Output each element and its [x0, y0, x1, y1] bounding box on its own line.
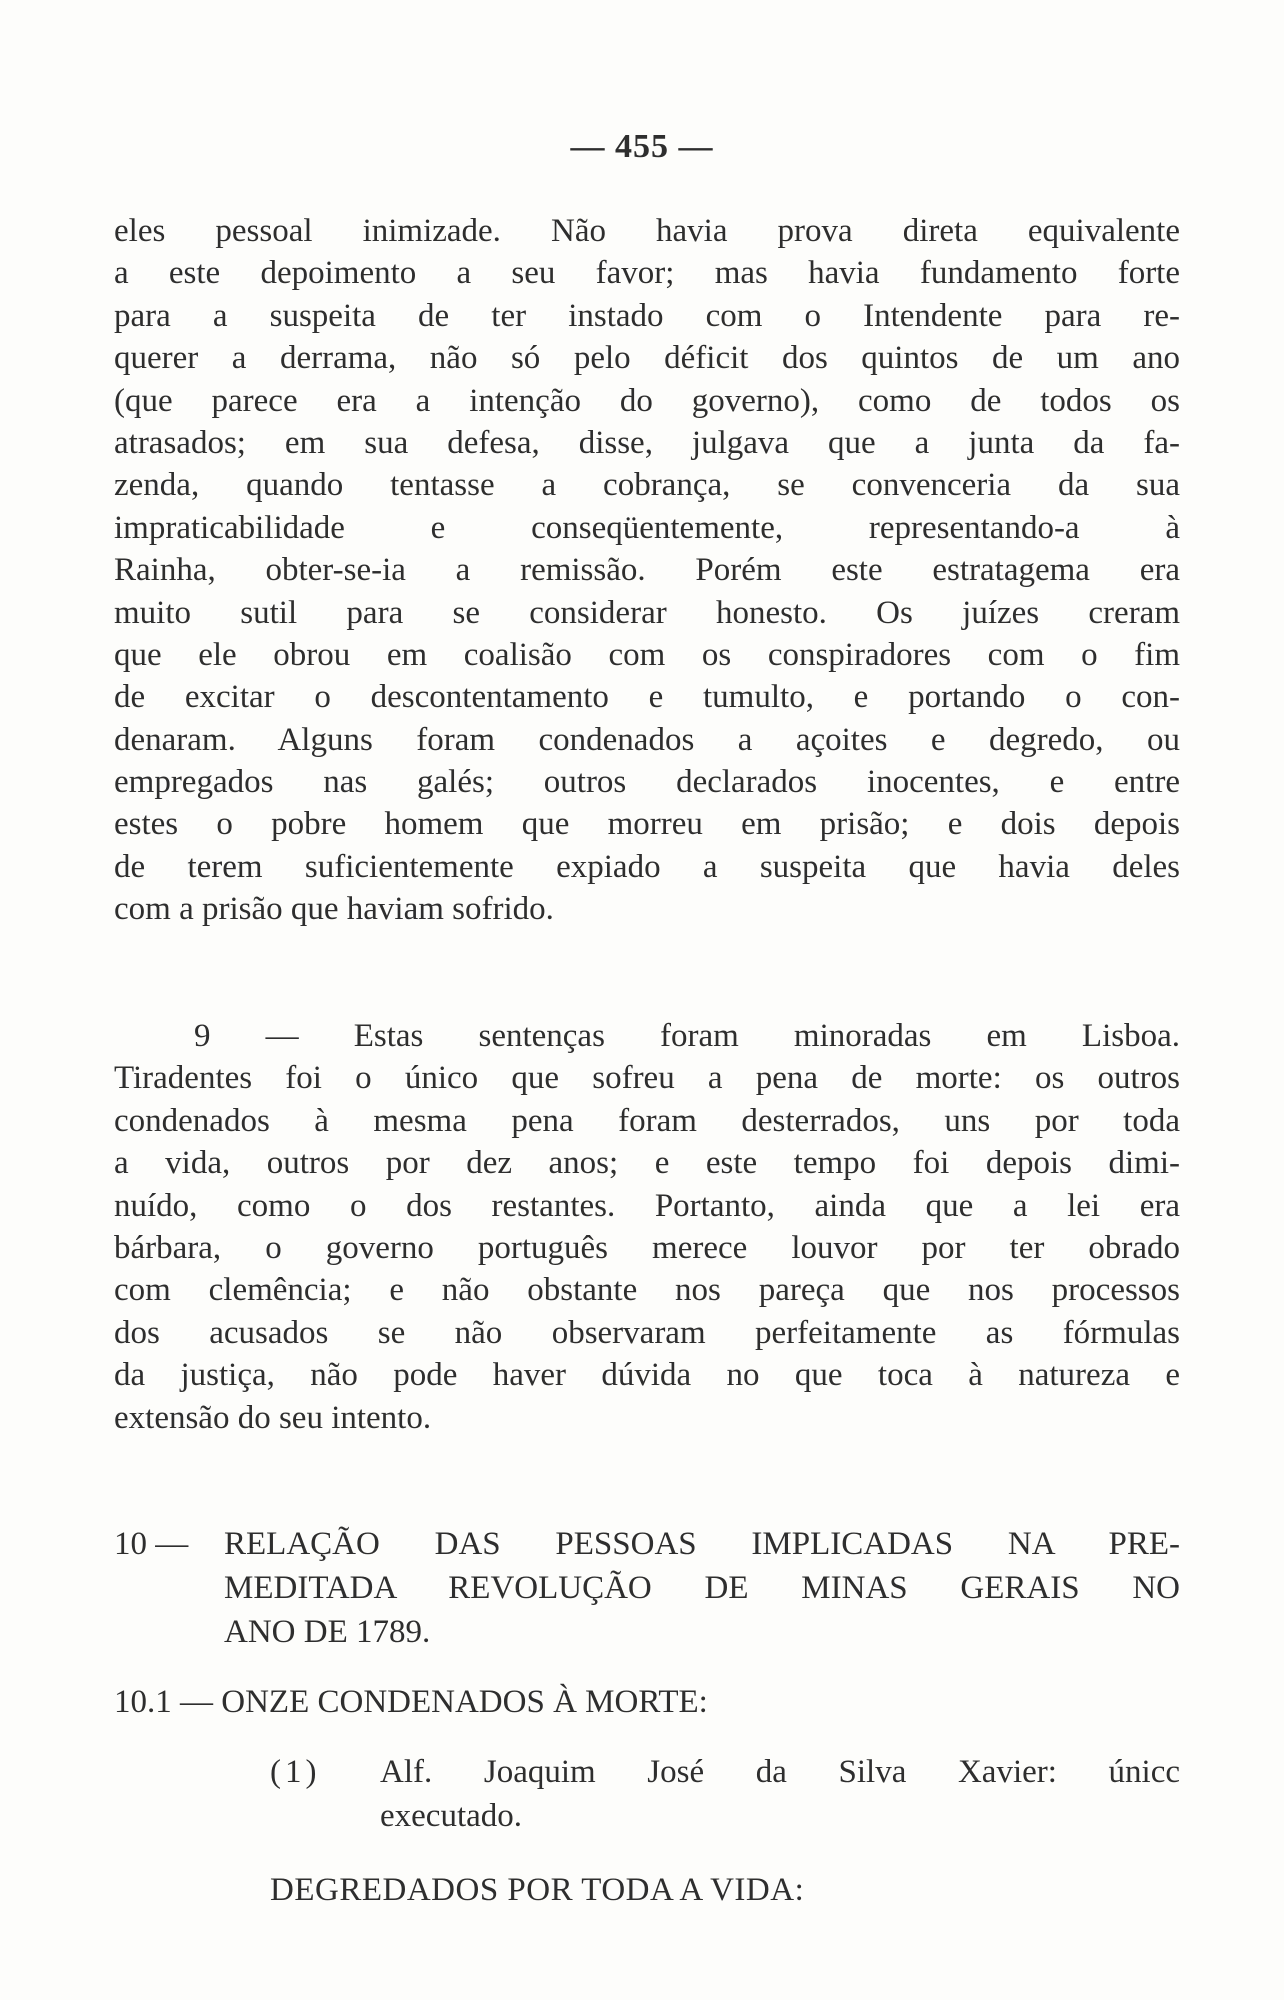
text-line: com clemência; e não obstante nos pareça que nos processos: [114, 1272, 1180, 1309]
text-line: da justiça, não pode haver dúvida no que toca à natureza e: [114, 1357, 1180, 1394]
text-line: impraticabilidade e conseqüentemente, representando-a à: [114, 509, 1180, 546]
title-line: ANO DE 1789.: [224, 1614, 431, 1650]
list-item-marker: (1): [270, 1754, 321, 1790]
text-line: de terem suficientemente expiado a suspeita que havia deles: [114, 848, 1180, 885]
text-line: de excitar o descontentamento e tumulto, e portando o con-: [114, 679, 1180, 716]
text-line: condenados à mesma pena foram desterrados, uns por toda: [114, 1102, 1180, 1139]
text-line: zenda, quando tentasse a cobrança, se convenceria da sua: [114, 467, 1180, 504]
text-line: Tiradentes foi o único que sofreu a pena de morte: os outros: [114, 1060, 1180, 1097]
text-line: extensão do seu intento.: [114, 1399, 432, 1436]
paragraph-9: [114, 1015, 1180, 1439]
list-item-text: [380, 1750, 1180, 1838]
title-line: MEDITADA REVOLUÇÃO DE MINAS GERAIS NO: [224, 1570, 1180, 1606]
text-line: Rainha, obter-se-ia a remissão. Porém este estratagema era: [114, 552, 1180, 589]
text-line: que ele obrou em coalisão com os conspiradores com o fim: [114, 636, 1180, 673]
paragraph-continuation: [114, 210, 1180, 931]
text-line: Alf. Joaquim José da Silva Xavier: únicc: [380, 1754, 1180, 1790]
text-line: 9 — Estas sentenças foram minoradas em Lisboa.: [194, 1018, 1180, 1054]
text-line: a vida, outros por dez anos; e este tempo foi depois dimi-: [114, 1145, 1180, 1182]
title-line: RELAÇÃO DAS PESSOAS IMPLICADAS NA PRE-: [224, 1526, 1180, 1562]
text-line: muito sutil para se considerar honesto. Os juízes creram: [114, 594, 1180, 631]
text-line: a este depoimento a seu favor; mas havia fundamento forte: [114, 255, 1180, 292]
text-line: denaram. Alguns foram condenados a açoites e degredo, ou: [114, 721, 1180, 758]
page-number: — 455 —: [570, 128, 714, 165]
section-title: [224, 1522, 1180, 1654]
text-line: com a prisão que haviam sofrido.: [114, 891, 554, 928]
text-line: empregados nas galés; outros declarados inocentes, e entre: [114, 764, 1180, 801]
section-10-1-heading: 10.1 — ONZE CONDENADOS À MORTE:: [114, 1684, 708, 1720]
text-line: querer a derrama, não só pelo déficit dos quintos de um ano: [114, 340, 1180, 377]
text-line: estes o pobre homem que morreu em prisão; e dois depois: [114, 806, 1180, 843]
text-line: eles pessoal inimizade. Não havia prova direta equivalente: [114, 213, 1180, 249]
subheading-degredados: DEGREDADOS POR TODA A VIDA:: [270, 1872, 805, 1908]
section-number: 10 —: [114, 1526, 189, 1562]
text-line: nuído, como o dos restantes. Portanto, ainda que a lei era: [114, 1187, 1180, 1224]
text-line: (que parece era a intenção do governo), como de todos os: [114, 382, 1180, 419]
text-line: bárbara, o governo português merece louvor por ter obrado: [114, 1229, 1180, 1266]
text-line: executado.: [380, 1798, 523, 1834]
text-line: dos acusados se não observaram perfeitamente as fórmulas: [114, 1314, 1180, 1351]
text-line: para a suspeita de ter instado com o Intendente para re-: [114, 297, 1180, 334]
text-line: atrasados; em sua defesa, disse, julgava que a junta da fa-: [114, 424, 1180, 461]
